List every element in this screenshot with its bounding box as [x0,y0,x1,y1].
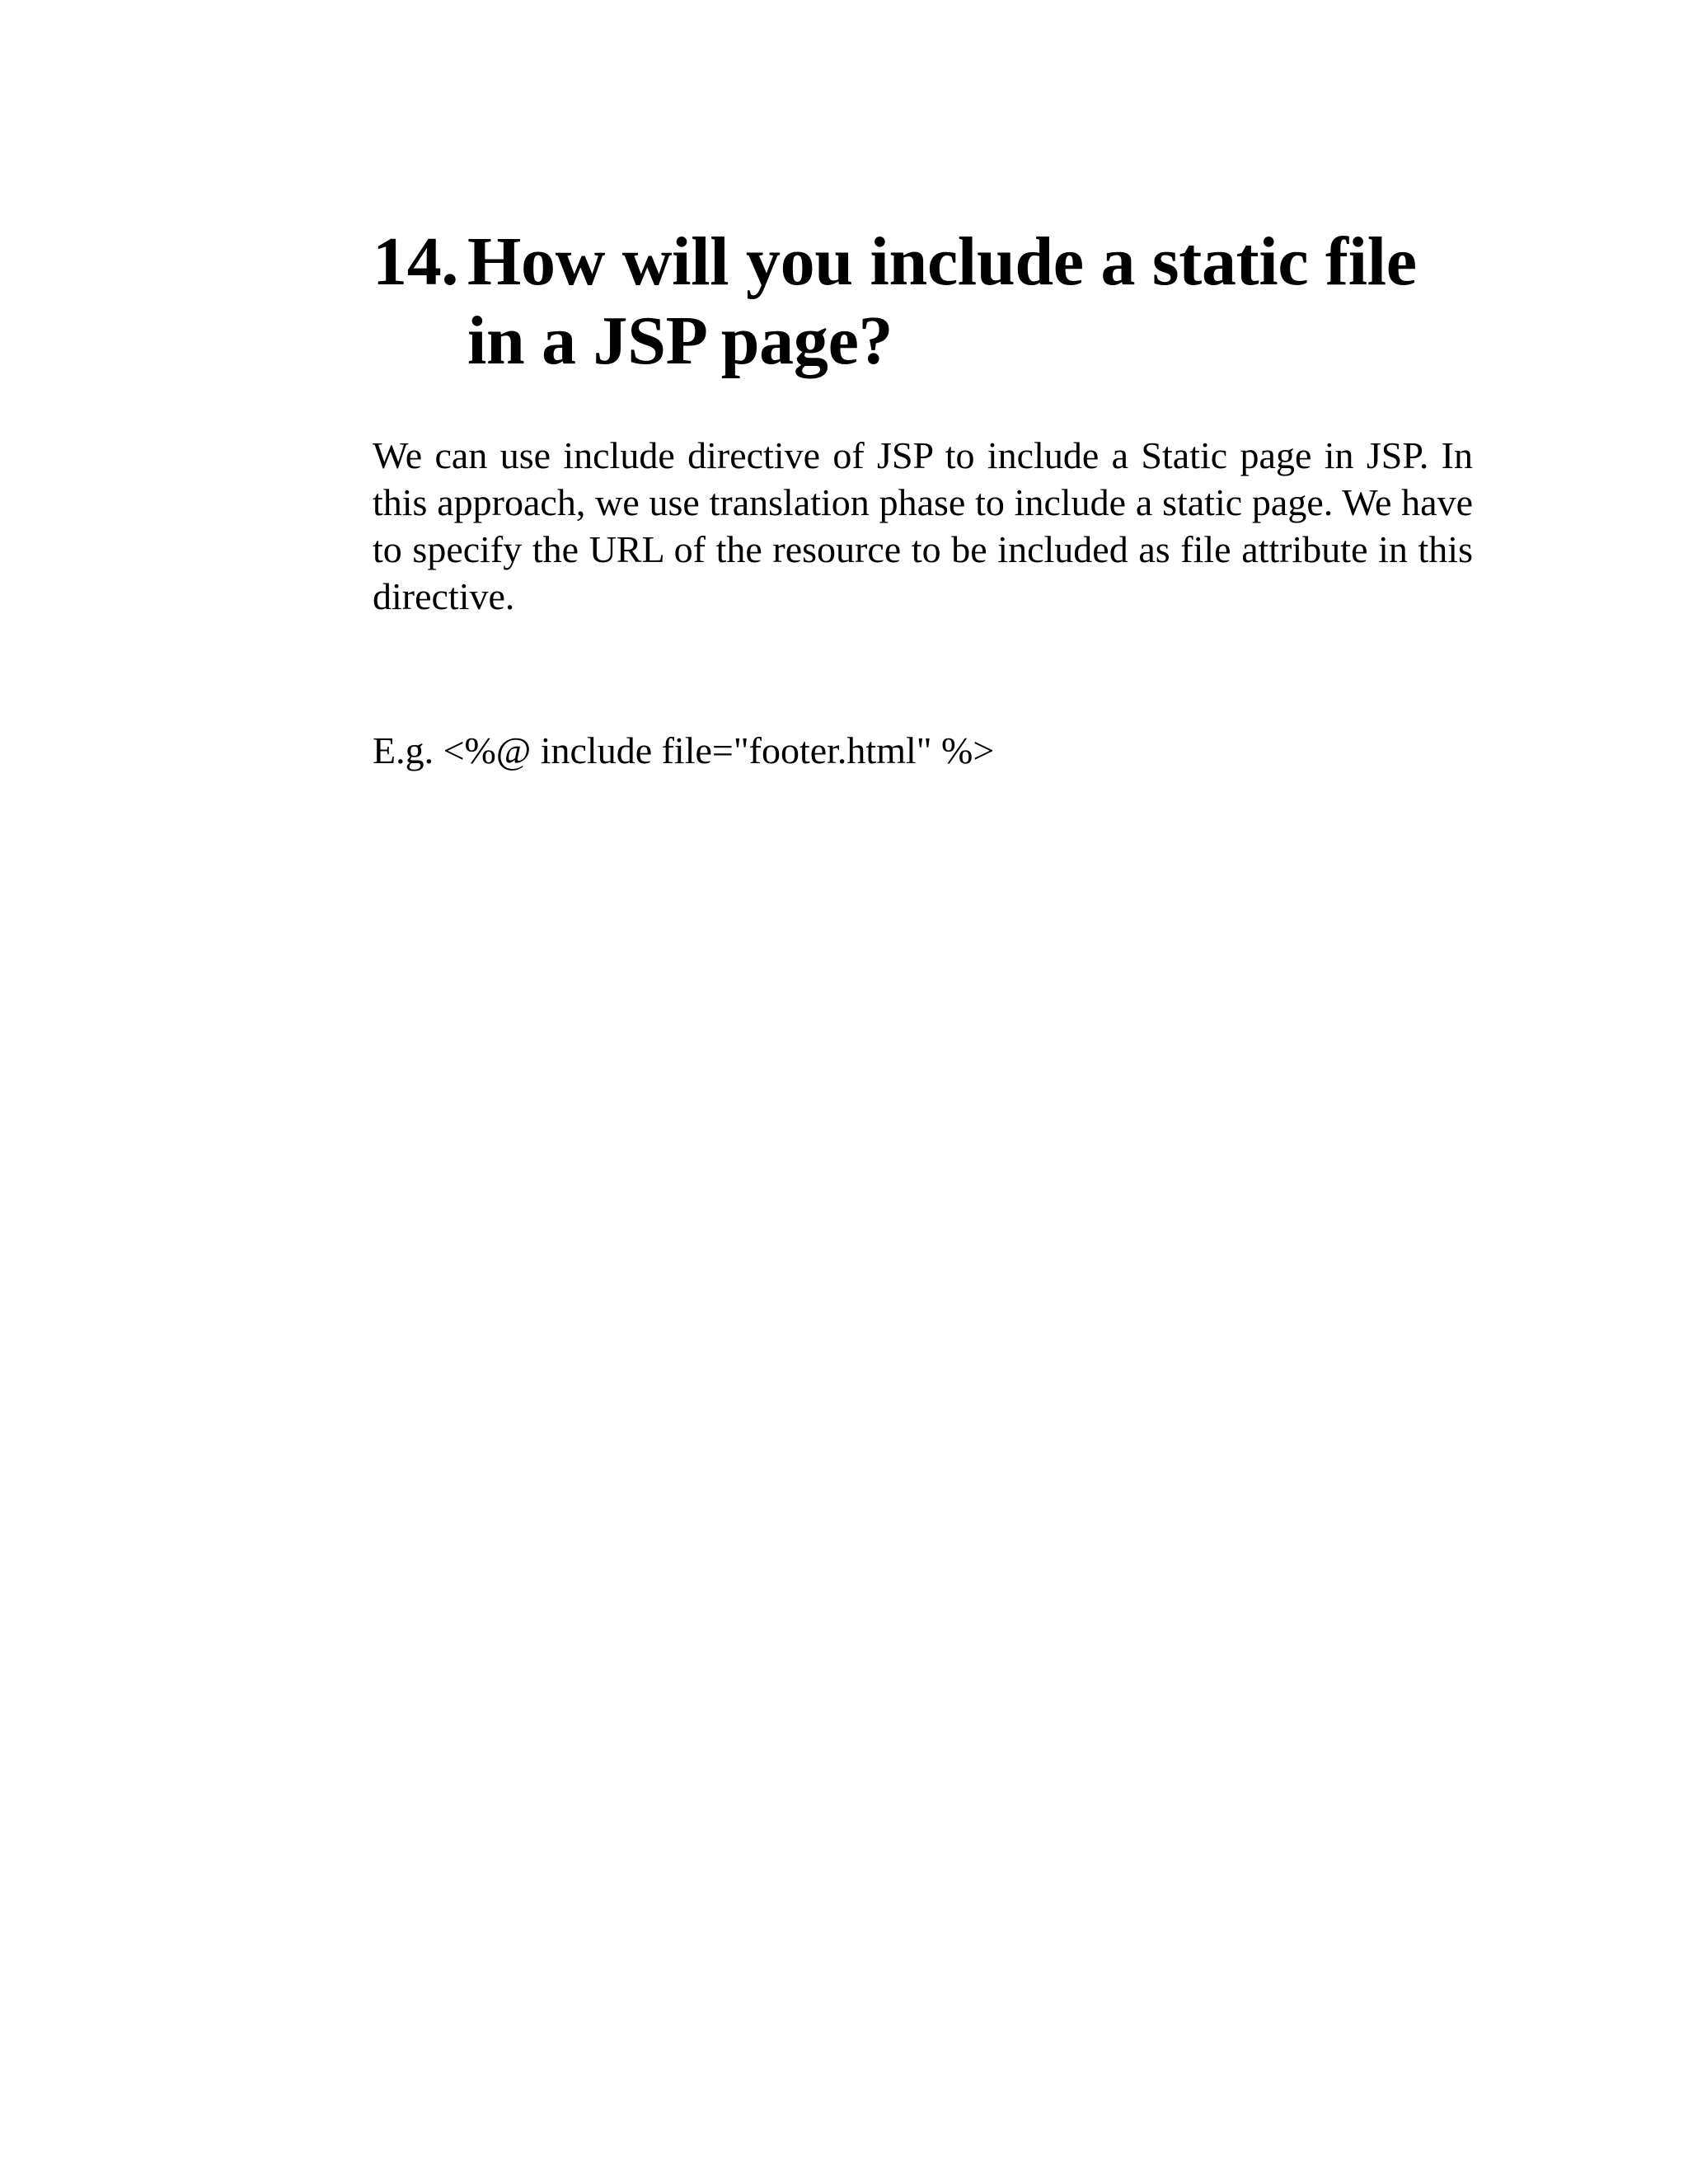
question-number: 14. [373,223,459,300]
question-title: How will you include a static file in a JSP page? [467,223,1417,379]
answer-paragraph: We can use include directive of JSP to include a Static page in JSP. In this approach, we use translation phase to include a static page. We have to specify the URL of the resource to be included as file attribute in this directive. [373,434,1473,617]
question-heading [373,223,1473,381]
code-example: E.g. <%@ include file="footer.html" %> [373,729,995,771]
document-page [373,223,1473,774]
